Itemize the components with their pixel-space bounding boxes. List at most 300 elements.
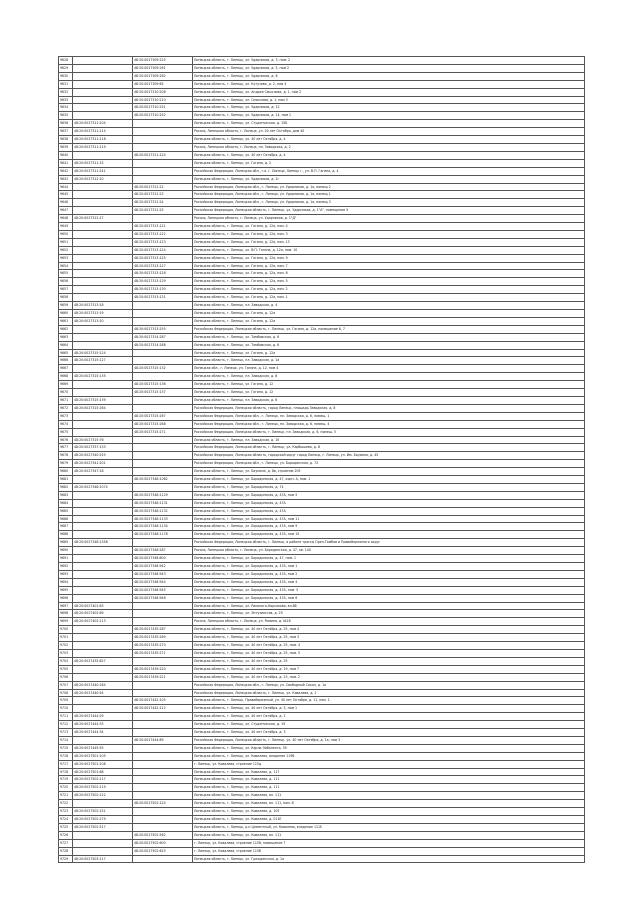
row-number-cell: 9636 <box>59 120 73 128</box>
parcel-number-cell <box>73 570 133 578</box>
address-cell: Липецкая область, г. Липецк, ул. 40 лет Октября, д. 5, пом 1 <box>193 705 585 713</box>
parcel-number-cell: 48:20:0027313:19 <box>73 310 133 318</box>
row-number-cell: 9632 <box>59 88 73 96</box>
row-number-cell: 9685 <box>59 507 73 515</box>
address-cell: Липецкая область, г. Липецк, ул. Бородинская, д. 47А, пом 4 <box>193 578 585 586</box>
row-number-cell: 9652 <box>59 246 73 254</box>
parcel-number-cell: 48:20:0027311:119 <box>73 143 133 151</box>
premises-number-cell <box>133 436 193 444</box>
parcel-number-cell <box>73 649 133 657</box>
parcel-number-cell <box>73 847 133 855</box>
parcel-number-cell: 48:20:0027402:113 <box>73 618 133 626</box>
address-cell: Липецкая область, г. Липецк, ул. 40 лет Октября, д. 25, пом 4 <box>193 626 585 634</box>
table-row <box>59 792 585 800</box>
parcel-number-cell: 48:20:0027347:18 <box>73 468 133 476</box>
premises-number-cell: 48:20:0027310:210 <box>133 96 193 104</box>
premises-number-cell: 48:20:0027348:945 <box>133 586 193 594</box>
table-row <box>59 238 585 246</box>
table-row <box>59 183 585 191</box>
address-cell: Липецкая область, г. Липецк, ул. В.П. Гагина, д. 12а, пом. 10 <box>193 246 585 254</box>
address-cell: г. Липецк, ул. Ковалева, строение 115б <box>193 847 585 855</box>
premises-number-cell: 48:20:0027502:625 <box>133 847 193 855</box>
parcel-number-cell <box>73 578 133 586</box>
table-row <box>59 602 585 610</box>
table-row <box>59 159 585 167</box>
address-cell: Липецкая область, г. Липецк, р-н Цементный, ул. Ковалева, владение 111Е <box>193 823 585 831</box>
parcel-number-cell: 48:20:0027337:133 <box>73 444 133 452</box>
table-row <box>59 151 585 159</box>
premises-number-cell <box>133 713 193 721</box>
table-row <box>59 404 585 412</box>
address-cell: Российская Федерация, Липецкая область, г. Липецк, пл. Заводская, д. 6, помещ. 5 <box>193 428 585 436</box>
row-number-cell: 9701 <box>59 634 73 642</box>
premises-number-cell <box>133 816 193 824</box>
address-cell: Липецкая область, г. Липецк, пл. Заводская, д. 1а <box>193 357 585 365</box>
row-number-cell: 9689 <box>59 539 73 547</box>
premises-number-cell: 48:20:0027442:105 <box>133 697 193 705</box>
table-row <box>59 555 585 563</box>
address-cell: Липецкая область, г. Липецк, ул. Бородинская, д. 47А, пом 15 <box>193 531 585 539</box>
row-number-cell: 9722 <box>59 800 73 808</box>
address-cell: Россия, Липецкая область, г. Липецк, ул. Ударников, д. 1"Д" <box>193 215 585 223</box>
premises-number-cell: 48:20:0027502:124 <box>133 800 193 808</box>
premises-number-cell: 48:20:0027348:1178 <box>133 531 193 539</box>
row-number-cell: 9639 <box>59 143 73 151</box>
address-cell: Липецкая область, г. Липецк, ул. Бородинская, д. 47, корп. А, пом. 1 <box>193 476 585 484</box>
parcel-number-cell: 48:20:0027440:184 <box>73 681 133 689</box>
address-cell: Липецкая область, г. Липецк, ул. Ковалева, д. 117 <box>193 768 585 776</box>
parcel-number-cell <box>73 389 133 397</box>
address-cell: Липецкая область, г. Липецк, ул. Бородинская, д. 47А, пом 2 <box>193 570 585 578</box>
premises-number-cell <box>133 349 193 357</box>
parcel-number-cell: 48:20:0027444:34 <box>73 729 133 737</box>
table-row <box>59 697 585 705</box>
parcel-number-cell: 48:20:0027311:114 <box>73 128 133 136</box>
address-cell: Липецкая область, г. Липецк, ул. Бородинская, д. 47А, пом 1 <box>193 563 585 571</box>
table-row <box>59 254 585 262</box>
parcel-number-cell <box>73 286 133 294</box>
row-number-cell: 9687 <box>59 523 73 531</box>
parcel-number-cell: 48:20:0027340:255 <box>73 452 133 460</box>
premises-number-cell <box>133 752 193 760</box>
row-number-cell: 9640 <box>59 151 73 159</box>
premises-number-cell: 48:20:0027313:131 <box>133 294 193 302</box>
premises-number-cell: 48:20:0027315:136 <box>133 381 193 389</box>
table-row <box>59 223 585 231</box>
table-row <box>59 191 585 199</box>
row-number-cell: 9646 <box>59 199 73 207</box>
table-row <box>59 736 585 744</box>
table-row <box>59 721 585 729</box>
row-number-cell: 9697 <box>59 602 73 610</box>
table-row <box>59 618 585 626</box>
table-row <box>59 357 585 365</box>
parcel-number-cell <box>73 191 133 199</box>
row-number-cell: 9686 <box>59 515 73 523</box>
premises-number-cell <box>133 128 193 136</box>
parcel-number-cell <box>73 246 133 254</box>
table-row <box>59 523 585 531</box>
parcel-number-cell: 48:20:0027348:1074 <box>73 483 133 491</box>
table-row <box>59 626 585 634</box>
premises-number-cell: 48:20:0027348:944 <box>133 578 193 586</box>
row-number-cell: 9641 <box>59 159 73 167</box>
parcel-number-cell: 48:20:0027401:63 <box>73 602 133 610</box>
parcel-number-cell <box>73 800 133 808</box>
premises-number-cell <box>133 167 193 175</box>
premises-number-cell: 48:20:0027315:268 <box>133 420 193 428</box>
row-number-cell: 9700 <box>59 626 73 634</box>
premises-number-cell: 48:20:0027313:127 <box>133 262 193 270</box>
row-number-cell: 9635 <box>59 112 73 120</box>
parcel-number-cell: 48:20:0027502:119 <box>73 784 133 792</box>
table-row <box>59 167 585 175</box>
table-row <box>59 634 585 642</box>
parcel-number-cell: 48:20:0027444:29 <box>73 713 133 721</box>
address-cell: Россия, Липецкая область, г. Липецк, ул. Бородинская, д. 47, кв. 140 <box>193 547 585 555</box>
address-cell: Российская Федерация, Липецкая область, городской округ город Липецк, г. Липецк, ул. Им. Баумана, д. 45 <box>193 452 585 460</box>
row-number-cell: 9718 <box>59 768 73 776</box>
address-cell: Липецкая область, г. Липецк, ул. Бородинская, д. 47А <box>193 507 585 515</box>
table-row <box>59 507 585 515</box>
parcel-number-cell: 48:20:0027315:127 <box>73 357 133 365</box>
row-number-cell: 9682 <box>59 483 73 491</box>
premises-number-cell: 48:20:0027312:25 <box>133 207 193 215</box>
address-cell: Липецкая область, г. Липецк, ул. Смыслова, д. 1, пом 3 <box>193 96 585 104</box>
parcel-number-cell: 48:20:0027440:54 <box>73 689 133 697</box>
row-number-cell: 9666 <box>59 357 73 365</box>
address-cell: Липецкая область, г. Липецк, ул. Ковалева, вл. 111 <box>193 792 585 800</box>
table-row <box>59 578 585 586</box>
row-number-cell: 9710 <box>59 705 73 713</box>
row-number-cell: 9677 <box>59 444 73 452</box>
table-row <box>59 689 585 697</box>
table-row <box>59 563 585 571</box>
premises-number-cell <box>133 143 193 151</box>
parcel-number-cell: 48:20:0027311:104 <box>73 120 133 128</box>
table-row <box>59 112 585 120</box>
row-number-cell: 9711 <box>59 713 73 721</box>
premises-number-cell: 48:20:0027348:287 <box>133 547 193 555</box>
row-number-cell: 9721 <box>59 792 73 800</box>
premises-number-cell <box>133 357 193 365</box>
table-row <box>59 657 585 665</box>
address-cell: Россия, Липецкая область, г. Липецк, пл. Заводская, д. 2 <box>193 143 585 151</box>
parcel-number-cell <box>73 642 133 650</box>
address-cell: Россия, Липецкая область, г. Липецк, ул. 40 лет Октября, дом 40 <box>193 128 585 136</box>
parcel-number-cell: 48:20:0027501:68 <box>73 768 133 776</box>
premises-number-cell <box>133 452 193 460</box>
row-number-cell: 9715 <box>59 744 73 752</box>
parcel-number-cell: 48:20:0027501:105 <box>73 752 133 760</box>
table-row <box>59 128 585 136</box>
premises-number-cell <box>133 159 193 167</box>
parcel-number-cell: 48:20:0027315:139 <box>73 396 133 404</box>
address-cell: Российская Федерация, Липецкая обл., г.о. г. Липецк, Липецк г., ул. В.П. Гагина, д. 4 <box>193 167 585 175</box>
address-cell: Липецкая область, г. Липецк, ул. Карла Либкнехта, 39 <box>193 744 585 752</box>
premises-number-cell: 48:20:0027435:269 <box>133 634 193 642</box>
premises-number-cell <box>133 681 193 689</box>
row-number-cell: 9633 <box>59 96 73 104</box>
address-cell: Липецкая область, г. Липецк, ул. Ударников, д. 1г <box>193 175 585 183</box>
parcel-number-cell: 48:20:0027313:20 <box>73 317 133 325</box>
table-row <box>59 768 585 776</box>
row-number-cell: 9628 <box>59 57 73 65</box>
premises-number-cell: 48:20:0027310:251 <box>133 104 193 112</box>
table-row <box>59 452 585 460</box>
address-cell: Российская Федерация, Липецкая обл., г. Липецк, пл. Заводская, д. 6, помещ. 1 <box>193 412 585 420</box>
row-number-cell: 9720 <box>59 784 73 792</box>
row-number-cell: 9726 <box>59 831 73 839</box>
row-number-cell: 9712 <box>59 721 73 729</box>
parcel-number-cell <box>73 57 133 65</box>
address-cell: Липецкая область, г. Липецк, ул. 40 лет Октября, д. 23, пом. 2 <box>193 673 585 681</box>
parcel-number-cell: 48:20:0027435:827 <box>73 657 133 665</box>
address-cell: Российская Федерация, Липецкая область, г. Липецк, ул. Гагина, д. 12а, помещение 6, 7 <box>193 325 585 333</box>
parcel-number-cell: 48:20:0027502:122 <box>73 792 133 800</box>
row-number-cell: 9717 <box>59 760 73 768</box>
address-cell: Липецкая область, г. Липецк, ул. Бородинская, д. 74 <box>193 483 585 491</box>
parcel-number-cell <box>73 586 133 594</box>
row-number-cell: 9691 <box>59 555 73 563</box>
table-row <box>59 444 585 452</box>
premises-number-cell <box>133 136 193 144</box>
row-number-cell: 9692 <box>59 563 73 571</box>
table-row <box>59 246 585 254</box>
address-cell: Липецкая область, г. Липецк, ул. 40 лет Октября, д. 1 <box>193 713 585 721</box>
row-number-cell: 9653 <box>59 254 73 262</box>
table-row <box>59 72 585 80</box>
address-cell: Липецкая область, г. Липецк, ул. Бородинская, д. 47А <box>193 499 585 507</box>
parcel-number-cell <box>73 523 133 531</box>
premises-number-cell <box>133 784 193 792</box>
address-cell: Российская Федерация, Липецкая обл., г. Липецк, ул. Ударников, д. 1а, помещ 1 <box>193 191 585 199</box>
parcel-number-cell <box>73 594 133 602</box>
address-cell: Липецкая область, г. Липецк, ул. Тамбовская, д. 6 <box>193 341 585 349</box>
table-row <box>59 705 585 713</box>
address-cell: Липецкая область, г. Липецк, ул. Ковалева, д. 111 <box>193 776 585 784</box>
premises-number-cell: 48:20:0027315:132 <box>133 365 193 373</box>
table-row <box>59 341 585 349</box>
row-number-cell: 9727 <box>59 839 73 847</box>
address-cell: Липецкая область, г. Липецк, ул. Гагина, д. 12а, пом. 4 <box>193 223 585 231</box>
parcel-number-cell <box>73 499 133 507</box>
table-row <box>59 64 585 72</box>
premises-number-cell: 48:20:0027313:255 <box>133 325 193 333</box>
parcel-number-cell <box>73 673 133 681</box>
parcel-number-cell <box>73 563 133 571</box>
address-cell: Липецкая область, г. Липецк, ул. Ударников, д. 3, пом. 2 <box>193 57 585 65</box>
row-number-cell: 9707 <box>59 681 73 689</box>
premises-number-cell <box>133 460 193 468</box>
parcel-number-cell: 48:20:0027503:117 <box>73 855 133 863</box>
address-cell: Липецкая область, г. Липецк, ул. Бородинская, д. 47А, пом. 5 <box>193 586 585 594</box>
table-row <box>59 325 585 333</box>
premises-number-cell <box>133 120 193 128</box>
parcel-number-cell <box>73 634 133 642</box>
premises-number-cell: 48:20:0027348:1133 <box>133 515 193 523</box>
premises-number-cell <box>133 792 193 800</box>
row-number-cell: 9655 <box>59 270 73 278</box>
premises-number-cell: 48:20:0027314:287 <box>133 333 193 341</box>
row-number-cell: 9658 <box>59 294 73 302</box>
premises-number-cell <box>133 310 193 318</box>
table-row <box>59 499 585 507</box>
parcel-number-cell <box>73 428 133 436</box>
row-number-cell: 9670 <box>59 389 73 397</box>
row-number-cell: 9648 <box>59 215 73 223</box>
table-row <box>59 270 585 278</box>
table-row <box>59 665 585 673</box>
premises-number-cell: 48:20:0027348:600 <box>133 555 193 563</box>
table-row <box>59 831 585 839</box>
table-row <box>59 136 585 144</box>
premises-number-cell <box>133 215 193 223</box>
address-cell: Липецкая область, г. Липецк, ул. 40 лет Октября, д. 25, пом. 4 <box>193 642 585 650</box>
address-cell: Липецкая обл., г. Липецк, ул. Гагина, д. 12, пом 4 <box>193 365 585 373</box>
parcel-number-cell <box>73 254 133 262</box>
parcel-number-cell <box>73 294 133 302</box>
row-number-cell: 9688 <box>59 531 73 539</box>
row-number-cell: 9702 <box>59 642 73 650</box>
table-row <box>59 673 585 681</box>
row-number-cell: 9647 <box>59 207 73 215</box>
premises-number-cell: 48:20:0027312:23 <box>133 191 193 199</box>
table-row <box>59 278 585 286</box>
parcel-number-cell <box>73 381 133 389</box>
row-number-cell: 9695 <box>59 586 73 594</box>
premises-number-cell: 48:20:0027348:1131 <box>133 499 193 507</box>
parcel-number-cell <box>73 626 133 634</box>
premises-number-cell <box>133 468 193 476</box>
premises-number-cell: 48:20:0027502:562 <box>133 831 193 839</box>
premises-number-cell: 48:20:0027309:225 <box>133 57 193 65</box>
address-cell: Российская Федерация, Липецкая обл., г. Липецк, пл. Заводская, д. 6, помещ. 4 <box>193 420 585 428</box>
address-cell: Российская Федерация, Липецкая область, г. Липецк, ул. 40 лет Октября, д. 1а, пом 3 <box>193 736 585 744</box>
address-cell: Липецкая область, г. Липецк, ул. 40 лет Октября, д. 4 <box>193 151 585 159</box>
row-number-cell: 9663 <box>59 333 73 341</box>
parcel-number-cell <box>73 341 133 349</box>
address-cell: Липецкая область, г. Липецк, ул. Гагина, д. 12а <box>193 310 585 318</box>
address-cell: Липецкая область, г. Липецк, ул. Студенческая, д. 19 <box>193 721 585 729</box>
premises-number-cell <box>133 689 193 697</box>
table-row <box>59 396 585 404</box>
address-cell: Липецкая область, г. Липецк, ул. 40 лет Октября, д. 4 <box>193 136 585 144</box>
row-number-cell: 9725 <box>59 823 73 831</box>
premises-number-cell <box>133 855 193 863</box>
table-row <box>59 317 585 325</box>
table-row <box>59 143 585 151</box>
parcel-number-cell: 48:20:0027312:10 <box>73 175 133 183</box>
parcel-number-cell <box>73 736 133 744</box>
parcel-number-cell <box>73 555 133 563</box>
document-sheet <box>58 56 584 863</box>
address-cell: Липецкая область, г. Липецк, ул. Гражданская, д. 1а <box>193 855 585 863</box>
table-row <box>59 96 585 104</box>
premises-number-cell: 48:20:0027311:124 <box>133 151 193 159</box>
address-cell: Липецкая область, г. Липецк, ул. Бородинская, д. 47А, пом 5 <box>193 491 585 499</box>
address-cell: Липецкая область, г. Липецк, ул. Гагина, д. 12а, пом. 5 <box>193 278 585 286</box>
parcel-number-cell: 48:20:0027502:279 <box>73 816 133 824</box>
address-cell: Липецкая область, г. Липецк, ул. Ударников, д. 5, пом 2 <box>193 64 585 72</box>
premises-number-cell <box>133 776 193 784</box>
table-row <box>59 784 585 792</box>
premises-number-cell <box>133 373 193 381</box>
address-cell: Липецкая область, г. Липецк, ул. Бородинская, д. 47А, пом 11 <box>193 515 585 523</box>
row-number-cell: 9714 <box>59 736 73 744</box>
row-number-cell: 9669 <box>59 381 73 389</box>
address-cell: Липецкая область, г. Липецк, ул. 40 лет Октября, д. 3 <box>193 729 585 737</box>
row-number-cell: 9690 <box>59 547 73 555</box>
row-number-cell: 9703 <box>59 649 73 657</box>
parcel-number-cell: 48:20:0027315:135 <box>73 373 133 381</box>
row-number-cell: 9671 <box>59 396 73 404</box>
address-cell: Липецкая область, г. Липецк, ул. Гагина, д. 12а, пом. 7 <box>193 262 585 270</box>
premises-number-cell: 48:20:0027313:130 <box>133 286 193 294</box>
row-number-cell: 9704 <box>59 657 73 665</box>
address-cell: Липецкая область, г. Липецк, ул. 40 лет Октября, д. 25, пом. 5 <box>193 649 585 657</box>
premises-number-cell: 48:20:0027313:124 <box>133 246 193 254</box>
row-number-cell: 9719 <box>59 776 73 784</box>
address-cell: Липецкая область, г. Липецк, ул. Гагина, д. 12а, пом. 13 <box>193 238 585 246</box>
row-number-cell: 9675 <box>59 428 73 436</box>
table-row <box>59 349 585 357</box>
premises-number-cell: 48:20:0027435:287 <box>133 626 193 634</box>
row-number-cell: 9642 <box>59 167 73 175</box>
row-number-cell: 9716 <box>59 752 73 760</box>
table-row <box>59 381 585 389</box>
row-number-cell: 9638 <box>59 136 73 144</box>
premises-number-cell: 48:20:0027348:943 <box>133 570 193 578</box>
row-number-cell: 9696 <box>59 594 73 602</box>
address-cell: Липецкая область, г. Липецк, ул. Энтузиастов, д. 25 <box>193 610 585 618</box>
table-row <box>59 286 585 294</box>
premises-number-cell: 48:20:0027309:65 <box>133 80 193 88</box>
row-number-cell: 9684 <box>59 499 73 507</box>
premises-number-cell <box>133 618 193 626</box>
address-cell: Липецкая область, г. Липецк, ул. Гагина, д. 12 <box>193 381 585 389</box>
premises-number-cell: 48:20:0027348:1134 <box>133 523 193 531</box>
table-row <box>59 816 585 824</box>
premises-number-cell: 48:20:0027315:267 <box>133 412 193 420</box>
table-row <box>59 215 585 223</box>
row-number-cell: 9659 <box>59 302 73 310</box>
address-cell: Липецкая область, г. Липецк, ул. Ковалева, вл. 111, пом. 8 <box>193 800 585 808</box>
premises-number-cell <box>133 539 193 547</box>
table-row <box>59 570 585 578</box>
records-table-body <box>59 57 585 863</box>
table-row <box>59 468 585 476</box>
row-number-cell: 9724 <box>59 816 73 824</box>
premises-number-cell: 48:20:0027315:271 <box>133 428 193 436</box>
address-cell: Липецкая область, г. Липецк, ул. Гагина, д. 2 <box>193 159 585 167</box>
row-number-cell: 9637 <box>59 128 73 136</box>
table-row <box>59 776 585 784</box>
row-number-cell: 9654 <box>59 262 73 270</box>
parcel-number-cell <box>73 199 133 207</box>
table-row <box>59 460 585 468</box>
row-number-cell: 9676 <box>59 436 73 444</box>
table-row <box>59 531 585 539</box>
address-cell: Липецкая область, г. Липецк, ул. Гагина, д. 12а, пом. 6 <box>193 270 585 278</box>
row-number-cell: 9645 <box>59 191 73 199</box>
premises-number-cell <box>133 317 193 325</box>
row-number-cell: 9678 <box>59 452 73 460</box>
table-row <box>59 436 585 444</box>
parcel-number-cell: 48:20:0027311:118 <box>73 136 133 144</box>
premises-number-cell: 48:20:0027348:1129 <box>133 491 193 499</box>
parcel-number-cell <box>73 80 133 88</box>
